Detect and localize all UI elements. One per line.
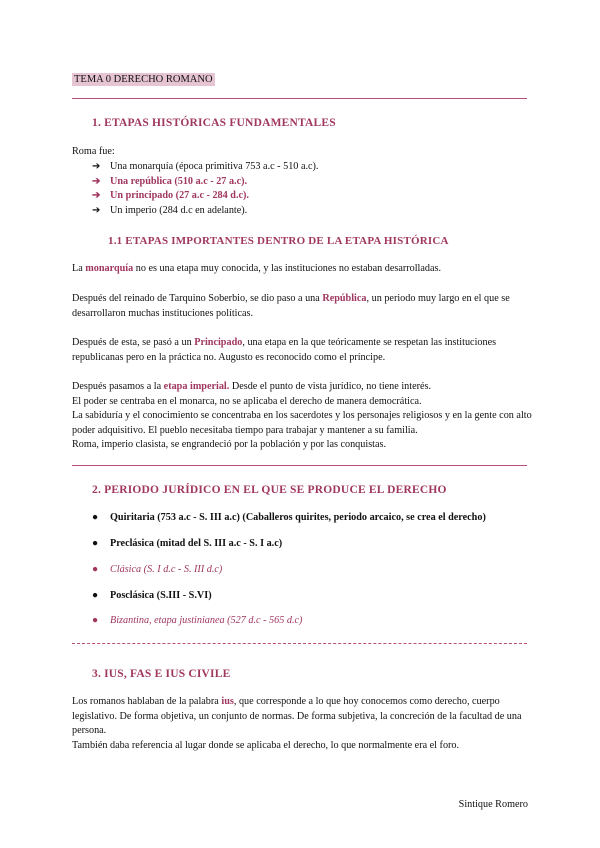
section-1-1-heading: 1.1 ETAPAS IMPORTANTES DENTRO DE LA ETAPA HISTÓRICA [108, 235, 449, 247]
arrow-icon: ➔ [92, 175, 101, 187]
list-item: ➔ Una monarquía (época primitiva 753 a.c - 510 a.c). [92, 160, 318, 175]
arrow-icon: ➔ [92, 190, 101, 201]
bullet-icon: ● [92, 538, 99, 549]
section-divider [72, 465, 527, 466]
dashed-divider [72, 643, 527, 644]
list-item: ➔ Una república (510 a.c - 27 a.c). [92, 175, 318, 190]
paragraph-monarquia: La monarquía no es una etapa muy conocida, y las instituciones no estaban desarrolladas. [72, 263, 442, 274]
bullet-icon: ● [92, 564, 99, 575]
bullet-icon: ● [92, 615, 99, 626]
section-3-heading: 3. IUS, FAS E IUS CIVILE [92, 668, 231, 680]
author-signature: Sintique Romero [458, 799, 528, 810]
document-title: TEMA 0 DERECHO ROMANO [74, 74, 213, 85]
paragraph-principado: Después de esta, se pasó a un Principado, una etapa en la que teóricamente se respetan las instituciones republicanas pero en la práctica no. Augusto es reconocido como el príncipe. [72, 337, 497, 363]
section-2-heading: 2. PERIODO JURÍDICO EN EL QUE SE PRODUCE EL DERECHO [92, 484, 447, 496]
list-item: ➔ Un imperio (284 d.c en adelante). [92, 204, 318, 219]
bullet-icon: ● [92, 590, 99, 601]
arrow-icon: ➔ [92, 204, 101, 216]
arrow-icon: ➔ [92, 161, 101, 172]
section-1-intro: Roma fue: [72, 146, 115, 157]
section-divider [72, 98, 527, 99]
list-item: ➔ Un principado (27 a.c - 284 d.c). [92, 189, 318, 204]
bullet-icon: ● [92, 512, 99, 523]
paragraph-ius: Los romanos hablaban de la palabra ius, que corresponde a lo que hoy conocemos como derecho, cuerpo legislativo. De forma objetiva, un conjunto de normas. De forma subjetiva, la concreción de la facultad de una persona. También daba referencia al lugar donde se aplicaba el derecho, lo que normalmente era el foro. [72, 696, 522, 751]
paragraph-imperio: Después pasamos a la etapa imperial. Desde el punto de vista jurídico, no tiene interés. El poder se centraba en el monarca, no se aplicaba el derecho de manera democrática. La sabiduría y el conocimiento se concentraba en los sacerdotes y los personajes religiosos y en la gente con alto poder adquisitivo. El pueblo necesitaba tiempo para trabajar y mantener a su familia. Roma, imperio clasista, se engrandeció por la población y por las conquistas. [72, 381, 532, 451]
paragraph-republica: Después del reinado de Tarquino Soberbio, se dio paso a una República, un periodo muy largo en el que se desarrollaron muchas instituciones políticas. [72, 293, 510, 319]
stages-list [92, 160, 318, 218]
section-1-heading: 1. ETAPAS HISTÓRICAS FUNDAMENTALES [92, 117, 336, 129]
